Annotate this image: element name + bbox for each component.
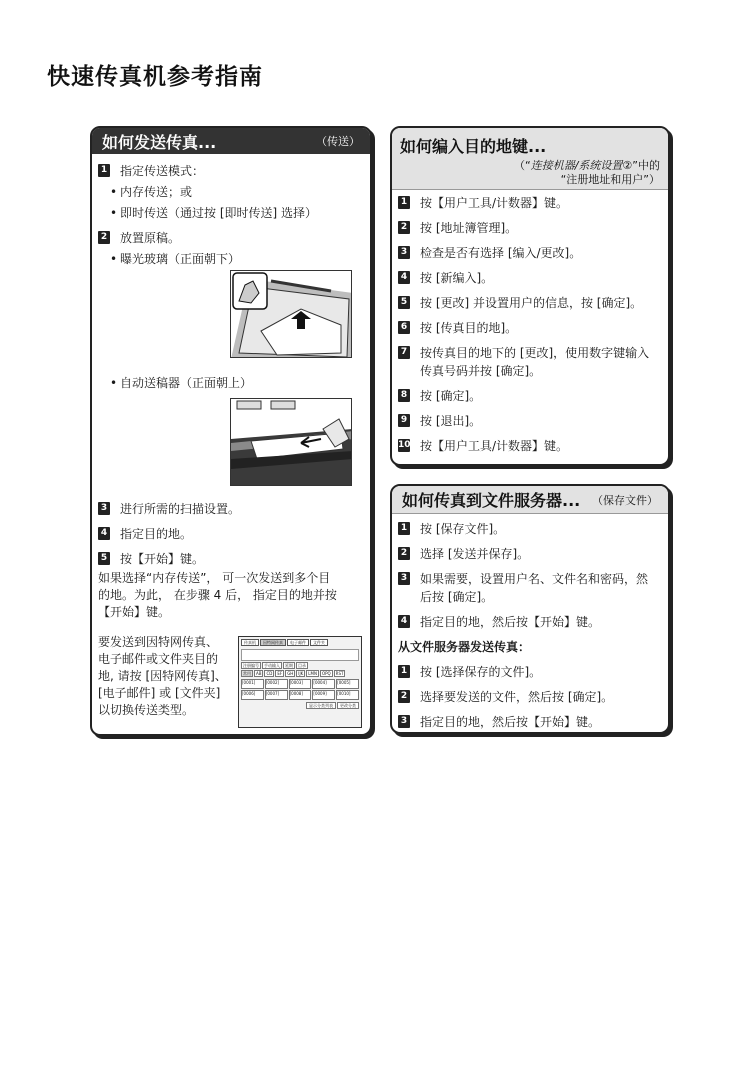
program-dest-note: [400, 159, 660, 187]
screen-tab-folder: 文件夹: [310, 639, 328, 646]
send-step-3: [98, 500, 368, 518]
step-7-line-1: 按传真目的地下的 [更改]，使用数字键输入: [420, 346, 650, 360]
screen-toolbar-btn: 目录: [298, 663, 306, 668]
send-step-5: [98, 550, 368, 568]
bullet-immediate-tx: • 即时传送（通过按 [即时传送] 选择）: [98, 204, 368, 222]
switch-note-line-1: 要发送到因特网传真、: [98, 635, 219, 649]
step-number: 9: [398, 414, 410, 427]
step-7-line-2: 传真号码并按 [确定]。: [420, 364, 542, 378]
send-fax-title: 如何发送传真...: [102, 132, 217, 152]
switch-note-line-5: 以切换传送类型。: [98, 703, 195, 717]
bullet-exposure-glass: • 曝光玻璃（正面朝下）: [98, 250, 368, 268]
step-number: 6: [398, 321, 410, 334]
screen-index-btn: GH: [287, 671, 294, 676]
step-text: 选择 [发送并保存]。: [420, 547, 530, 561]
screen-dest-cell: [0002]: [265, 679, 288, 689]
send-fax-note: （传送）: [316, 135, 360, 148]
step-text: 按【用户工具/计数器】键。: [420, 439, 569, 453]
screen-index-btn: 常用: [243, 671, 251, 676]
doc-server-card-header: [392, 486, 668, 514]
doc-server-card: [390, 484, 670, 734]
doc-server-note: （保存文件）: [592, 493, 658, 507]
send-step-1: [98, 162, 368, 180]
step-text: 指定目的地，然后按【开始】键。: [420, 715, 601, 729]
step-number: 7: [398, 346, 410, 359]
screen-bottom-bar: [239, 701, 361, 710]
send-fax-card: [90, 126, 372, 736]
screen-bottom-btn: 显示分类列表: [306, 702, 336, 709]
screen-dest-cell: [0004]: [312, 679, 335, 689]
program-dest-title: 如何编入目的地键...: [400, 137, 547, 156]
screen-bottom-btn: 更改分类: [337, 702, 359, 709]
note-italic: 连接机器/系统设置: [530, 159, 623, 172]
step-text: 按 [保存文件]。: [420, 522, 506, 536]
step-number: 1: [398, 196, 410, 209]
doc-server-title: 如何传真到文件服务器...: [402, 491, 581, 510]
send-steps-top: [98, 162, 368, 268]
step-number: 1: [398, 522, 410, 535]
program-step-6: [398, 319, 666, 337]
screen-tab-email: 电子邮件: [287, 639, 309, 646]
screen-toolbar-btn: 手动输入: [264, 663, 280, 668]
memory-tx-note: [98, 570, 370, 621]
screen-index-btn: RST: [335, 671, 344, 676]
step-number: 4: [398, 271, 410, 284]
adf-illustration: [230, 398, 352, 486]
send-fax-card-header: [92, 128, 370, 154]
screen-dest-cell: [0003]: [289, 679, 312, 689]
step-number: 10: [398, 440, 411, 450]
send-from-doc-server-heading: 从文件服务器发送传真：: [398, 640, 531, 654]
screen-dest-cell: [0010]: [336, 690, 359, 700]
doc-send-step-2: [398, 688, 666, 706]
memory-tx-note-line-2: 的地。为此， 在步骤 4 后， 指定目的地并按: [98, 588, 337, 602]
step-number: 3: [398, 246, 410, 259]
doc-step-1: [398, 520, 666, 538]
memory-tx-note-line-3: 【开始】键。: [98, 605, 171, 619]
screen-index-btn: AB: [256, 671, 262, 676]
program-step-7: [398, 344, 666, 380]
screen-tabs: [239, 637, 361, 648]
step-number: 3: [398, 572, 410, 585]
program-step-1: [398, 194, 666, 212]
step-text: 按【开始】键。: [120, 552, 205, 566]
memory-tx-note-line-1: 如果选择“内存传送”， 可一次发送到多个目: [98, 571, 331, 585]
screen-toolbar-btn: 延期: [285, 663, 293, 668]
doc-send-step-3: [398, 713, 666, 731]
program-step-8: [398, 387, 666, 405]
step-text: 按 [确定]。: [420, 389, 482, 403]
step-text: 指定目的地，然后按【开始】键。: [420, 615, 601, 629]
screen-index-btn: EF: [277, 671, 283, 676]
step-text: 按 [退出]。: [420, 414, 482, 428]
doc-step-4: [398, 613, 666, 631]
step-text: 按 [地址簿管理]。: [420, 221, 518, 235]
step-number: 5: [398, 296, 410, 309]
step-number: 4: [398, 615, 410, 628]
step-number: 1: [98, 164, 110, 177]
step-text: 按 [传真目的地]。: [420, 321, 518, 335]
program-step-9: [398, 412, 666, 430]
step-text: 选择要发送的文件，然后按 [确定]。: [420, 690, 614, 704]
step-text: 指定传送模式：: [120, 164, 205, 178]
exposure-glass-drawing: [231, 271, 352, 358]
note-mid: ”中的: [632, 159, 660, 172]
exposure-glass-illustration: [230, 270, 352, 358]
doc-server-steps: [398, 520, 666, 731]
send-steps-bottom: [98, 500, 368, 568]
note-prefix: （“: [514, 159, 531, 172]
step-text: 指定目的地。: [120, 527, 193, 541]
doc-step-3: [398, 570, 666, 606]
step-number: 8: [398, 389, 410, 402]
program-step-10: [398, 437, 666, 455]
step-text: 按【用户工具/计数器】键。: [420, 196, 569, 210]
program-step-2: [398, 219, 666, 237]
program-dest-steps: [398, 194, 666, 455]
screen-index-btn: LMN: [308, 671, 317, 676]
step-number: 3: [98, 502, 110, 515]
note-line-2: “注册地址和用户”）: [560, 173, 660, 186]
bullet-memory-tx: • 内存传送；或: [98, 183, 368, 201]
step-number: 2: [398, 547, 410, 560]
program-step-3: [398, 244, 666, 262]
screen-toolbar-btn: 注册编号: [243, 663, 259, 668]
screen-index-btn: OPQ: [321, 671, 331, 676]
screen-dest-cell: [0005]: [336, 679, 359, 689]
send-step-4: [98, 525, 368, 543]
switch-tx-type-note: [98, 634, 238, 719]
screen-index-row: [239, 669, 361, 678]
program-step-4: [398, 269, 666, 287]
fax-screen-illustration: [238, 636, 362, 728]
doc-send-step-1: [398, 663, 666, 681]
step-text: 进行所需的扫描设置。: [120, 502, 241, 516]
send-step-2: [98, 229, 368, 247]
switch-note-line-3: 地, 请按 [因特网传真]、: [98, 669, 227, 683]
screen-dest-cell: [0009]: [312, 690, 335, 700]
step-number: 2: [98, 231, 110, 244]
screen-input-bar: [241, 649, 359, 661]
step-text: 按 [新编入]。: [420, 271, 494, 285]
step-text: 按 [选择保存的文件]。: [420, 665, 542, 679]
screen-dest-cell: [0008]: [289, 690, 312, 700]
switch-note-line-4: [电子邮件] 或 [文件夹]: [98, 686, 221, 700]
screen-index-btn: IJK: [298, 671, 304, 676]
step-number: 4: [98, 527, 110, 540]
note-circle: ②: [622, 159, 633, 172]
step-text: [420, 570, 648, 606]
screen-dest-cell: [0001]: [241, 679, 264, 689]
screen-tab-ifax: 因特网传真: [260, 639, 286, 646]
step-number: 5: [98, 552, 110, 565]
doc-step-3-line-1: 如果需要，设置用户名、文件名和密码，然: [420, 572, 649, 586]
page-title: 快速传真机参考指南: [47, 64, 263, 90]
step-number: 1: [398, 665, 410, 678]
adf-drawing: [231, 399, 352, 486]
step-number: 2: [398, 690, 410, 703]
screen-dest-grid: [239, 678, 361, 701]
doc-step-2: [398, 545, 666, 563]
bullet-adf: • 自动送稿器（正面朝上）: [98, 374, 252, 392]
screen-index-btn: CD: [266, 671, 273, 676]
step-text: 检查是否有选择 [编入/更改]。: [420, 246, 582, 260]
program-dest-card-header: [392, 128, 668, 190]
doc-step-3-line-2: 后按 [确定]。: [420, 590, 494, 604]
step-text: [420, 344, 649, 380]
screen-tab-fax: 传真机: [241, 639, 259, 646]
screen-dest-cell: [0006]: [241, 690, 264, 700]
screen-toolbar: [239, 662, 361, 669]
step-text: 放置原稿。: [120, 231, 181, 245]
switch-note-line-2: 电子邮件或文件夹目的: [98, 652, 219, 666]
program-step-5: [398, 294, 666, 312]
step-number: 2: [398, 221, 410, 234]
program-dest-card: [390, 126, 670, 466]
step-text: 按 [更改] 并设置用户的信息，按 [确定]。: [420, 296, 643, 310]
screen-dest-cell: [0007]: [265, 690, 288, 700]
step-number: 3: [398, 715, 410, 728]
